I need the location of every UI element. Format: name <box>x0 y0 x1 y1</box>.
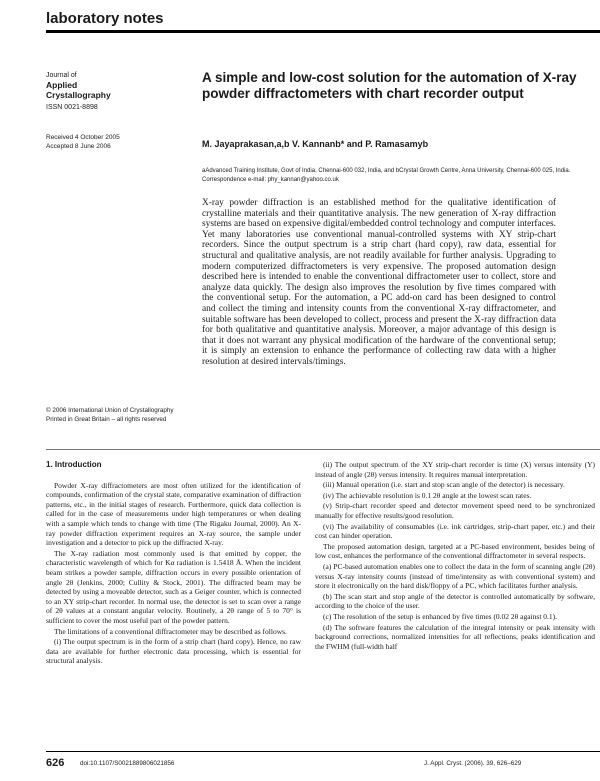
list-item: (ii) The output spectrum of the XY strip-chart recorder is time (X) versus intensity (Y) instead of angle (2θ) versus intensity. It requires manual interpretation. <box>315 460 595 479</box>
paragraph: The proposed automation design, targeted at a PC-based environment, besides being of low cost, enhances the performance of the conventional diffractometer in several respects. <box>315 541 595 561</box>
issn: ISSN 0021-8898 <box>46 104 98 111</box>
list-item: (b) The scan start and stop angle of the detector is controlled automatically by software, according to the choice of the user. <box>315 591 595 611</box>
authors: M. Jayaprakasan,a,b V. Kannanb* and P. Ramasamyb <box>202 139 429 149</box>
list-item: (a) PC-based automation enables one to collect the data in the form of scanning angle (2θ) versus X-ray intensity counts (instead of time/intensity as with conventional system) and store it electronically on the hard disk/floppy of a PC, which facilitates further analysis. <box>315 561 595 591</box>
body-column-right <box>315 460 595 652</box>
page-number: 626 <box>46 757 65 769</box>
affiliation: aAdvanced Training Institute, Govt of India, Chennai-600 032, India, and bCrystal Growth Centre, Anna University, Chennai-600 025, India. Correspondence e-mail: phy_kannan@yahoo.co.uk <box>202 168 571 183</box>
journal-of: Journal of <box>46 72 77 79</box>
doi: doi:10.1107/S0021889806021856 <box>80 760 175 767</box>
copyright <box>46 406 196 424</box>
list-item: (iv) The achievable resolution is 0.1 2θ angle at the lowest scan rates. <box>323 490 532 500</box>
list-item: (d) The software features the calculation of the integral intensity or peak intensity with background corrections, normalized intensities for all reflections, peaks identification and the FWHM (full-width half <box>315 622 595 651</box>
article-title: A simple and low-cost solution for the automation of X-ray powder diffractometers with chart recorder output <box>202 70 577 101</box>
paragraph: The limitations of a conventional diffractometer may be described as follows. <box>54 626 287 636</box>
copyright-line1: © 2006 International Union of Crystallography <box>46 407 174 414</box>
list-item: (c) The resolution of the setup is enhanced by five times (0.02 2θ against 0.1). <box>323 611 558 621</box>
abstract-divider <box>46 449 600 450</box>
list-item: (iii) Manual operation (i.e. start and stop scan angle of the detector) is necessary. <box>323 480 565 490</box>
article-dates <box>46 133 120 151</box>
header-rule <box>46 30 600 33</box>
paragraph: Powder X-ray diffractometers are most often utilized for the identification of compounds, confirmation of the crystal state, comparative examination of diffraction patterns, etc., in the initial stages of research. Furthermore, quick data collection is called for in the case of measurements under high temperatures or when dealing with a sample which tends to change with time (The Rigaku Journal, 2000). An X-ray powder diffraction experiment requires an X-ray source, the sample under investigation and a detector to pick up the diffracted X-ray. <box>46 480 301 548</box>
paragraph: (i) The output spectrum is in the form of a strip chart (hard copy). Hence, no raw data are available for further electronic data processing, which is essential for structural analysis. <box>46 637 301 666</box>
section-label: laboratory notes <box>46 10 164 27</box>
copyright-line2: Printed in Great Britain – all rights reserved <box>46 416 167 423</box>
accepted-date: Accepted 8 June 2006 <box>46 143 111 150</box>
citation: J. Appl. Cryst. (2006). 39, 626–629 <box>424 760 522 767</box>
footer-rule <box>46 751 600 752</box>
body-column-left <box>46 460 301 667</box>
journal-name-line2: Crystallography <box>46 90 111 100</box>
journal-masthead <box>46 71 111 112</box>
abstract: X-ray powder diffraction is an established method for the qualitative identification of crystalline materials and their quantitative analysis. The new generation of X-ray diffraction systems are based on expensive digital/embedded control technology and computer interfaces. Yet many laboratories use conventional manual-controlled systems with XY strip-chart recorders. Since the output spectrum is a strip chart (hard copy), raw data, essential for structural and qualitative analysis, are not readily available for further analysis. Upgrading to modern computerized diffractometers is very expensive. The proposed automation design described here is intended to enable the conventional diffractometer user to collect, store and analyze data quickly. The design also improves the resolution by five times compared with the conventional setup. For the automation, a PC add-on card has been designed to control and collect the timing and intensity counts from the conventional X-ray diffractometer, and suitable software has been developed to collect, process and present the X-ray diffraction data for both qualitative and quantitative analysis. Moreover, a major advantage of this design is that it does not warrant any physical modification of the hardware of the conventional setup; it is simply an extension to enhance the performance of collecting raw data with a higher resolution at desired intervals/timings. <box>202 198 556 367</box>
journal-name-line1: Applied <box>46 80 78 90</box>
received-date: Received 4 October 2005 <box>46 134 120 141</box>
section-heading-introduction: 1. Introduction <box>46 460 102 469</box>
list-item: (vi) The availability of consumables (i.e. ink cartridges, strip-chart paper, etc.) and their cost can hinder operation. <box>315 521 595 541</box>
list-item: (v) Strip-chart recorder speed and detector movement speed need to be synchronized manually for effective results/good resolution. <box>315 501 595 520</box>
paragraph: The X-ray radiation most commonly used is that emitted by copper, the characteristic wavelength of which for Kα radiation is 1.5418 Å. When the incident beam strikes a powder sample, diffraction occurs in every possible orientation of angle 2θ (Jenkins, 2000; Cullity & Stock, 2001). The diffracted beam may be detected by using a moveable detector, such as a Geiger counter, which is connected to an XY strip-chart recorder. In normal use, the detector is set to scan over a range of 2θ values at a constant angular velocity. Routinely, a 2θ range of 5 to 70° is sufficient to cover the most useful part of the powder pattern. <box>46 548 301 625</box>
